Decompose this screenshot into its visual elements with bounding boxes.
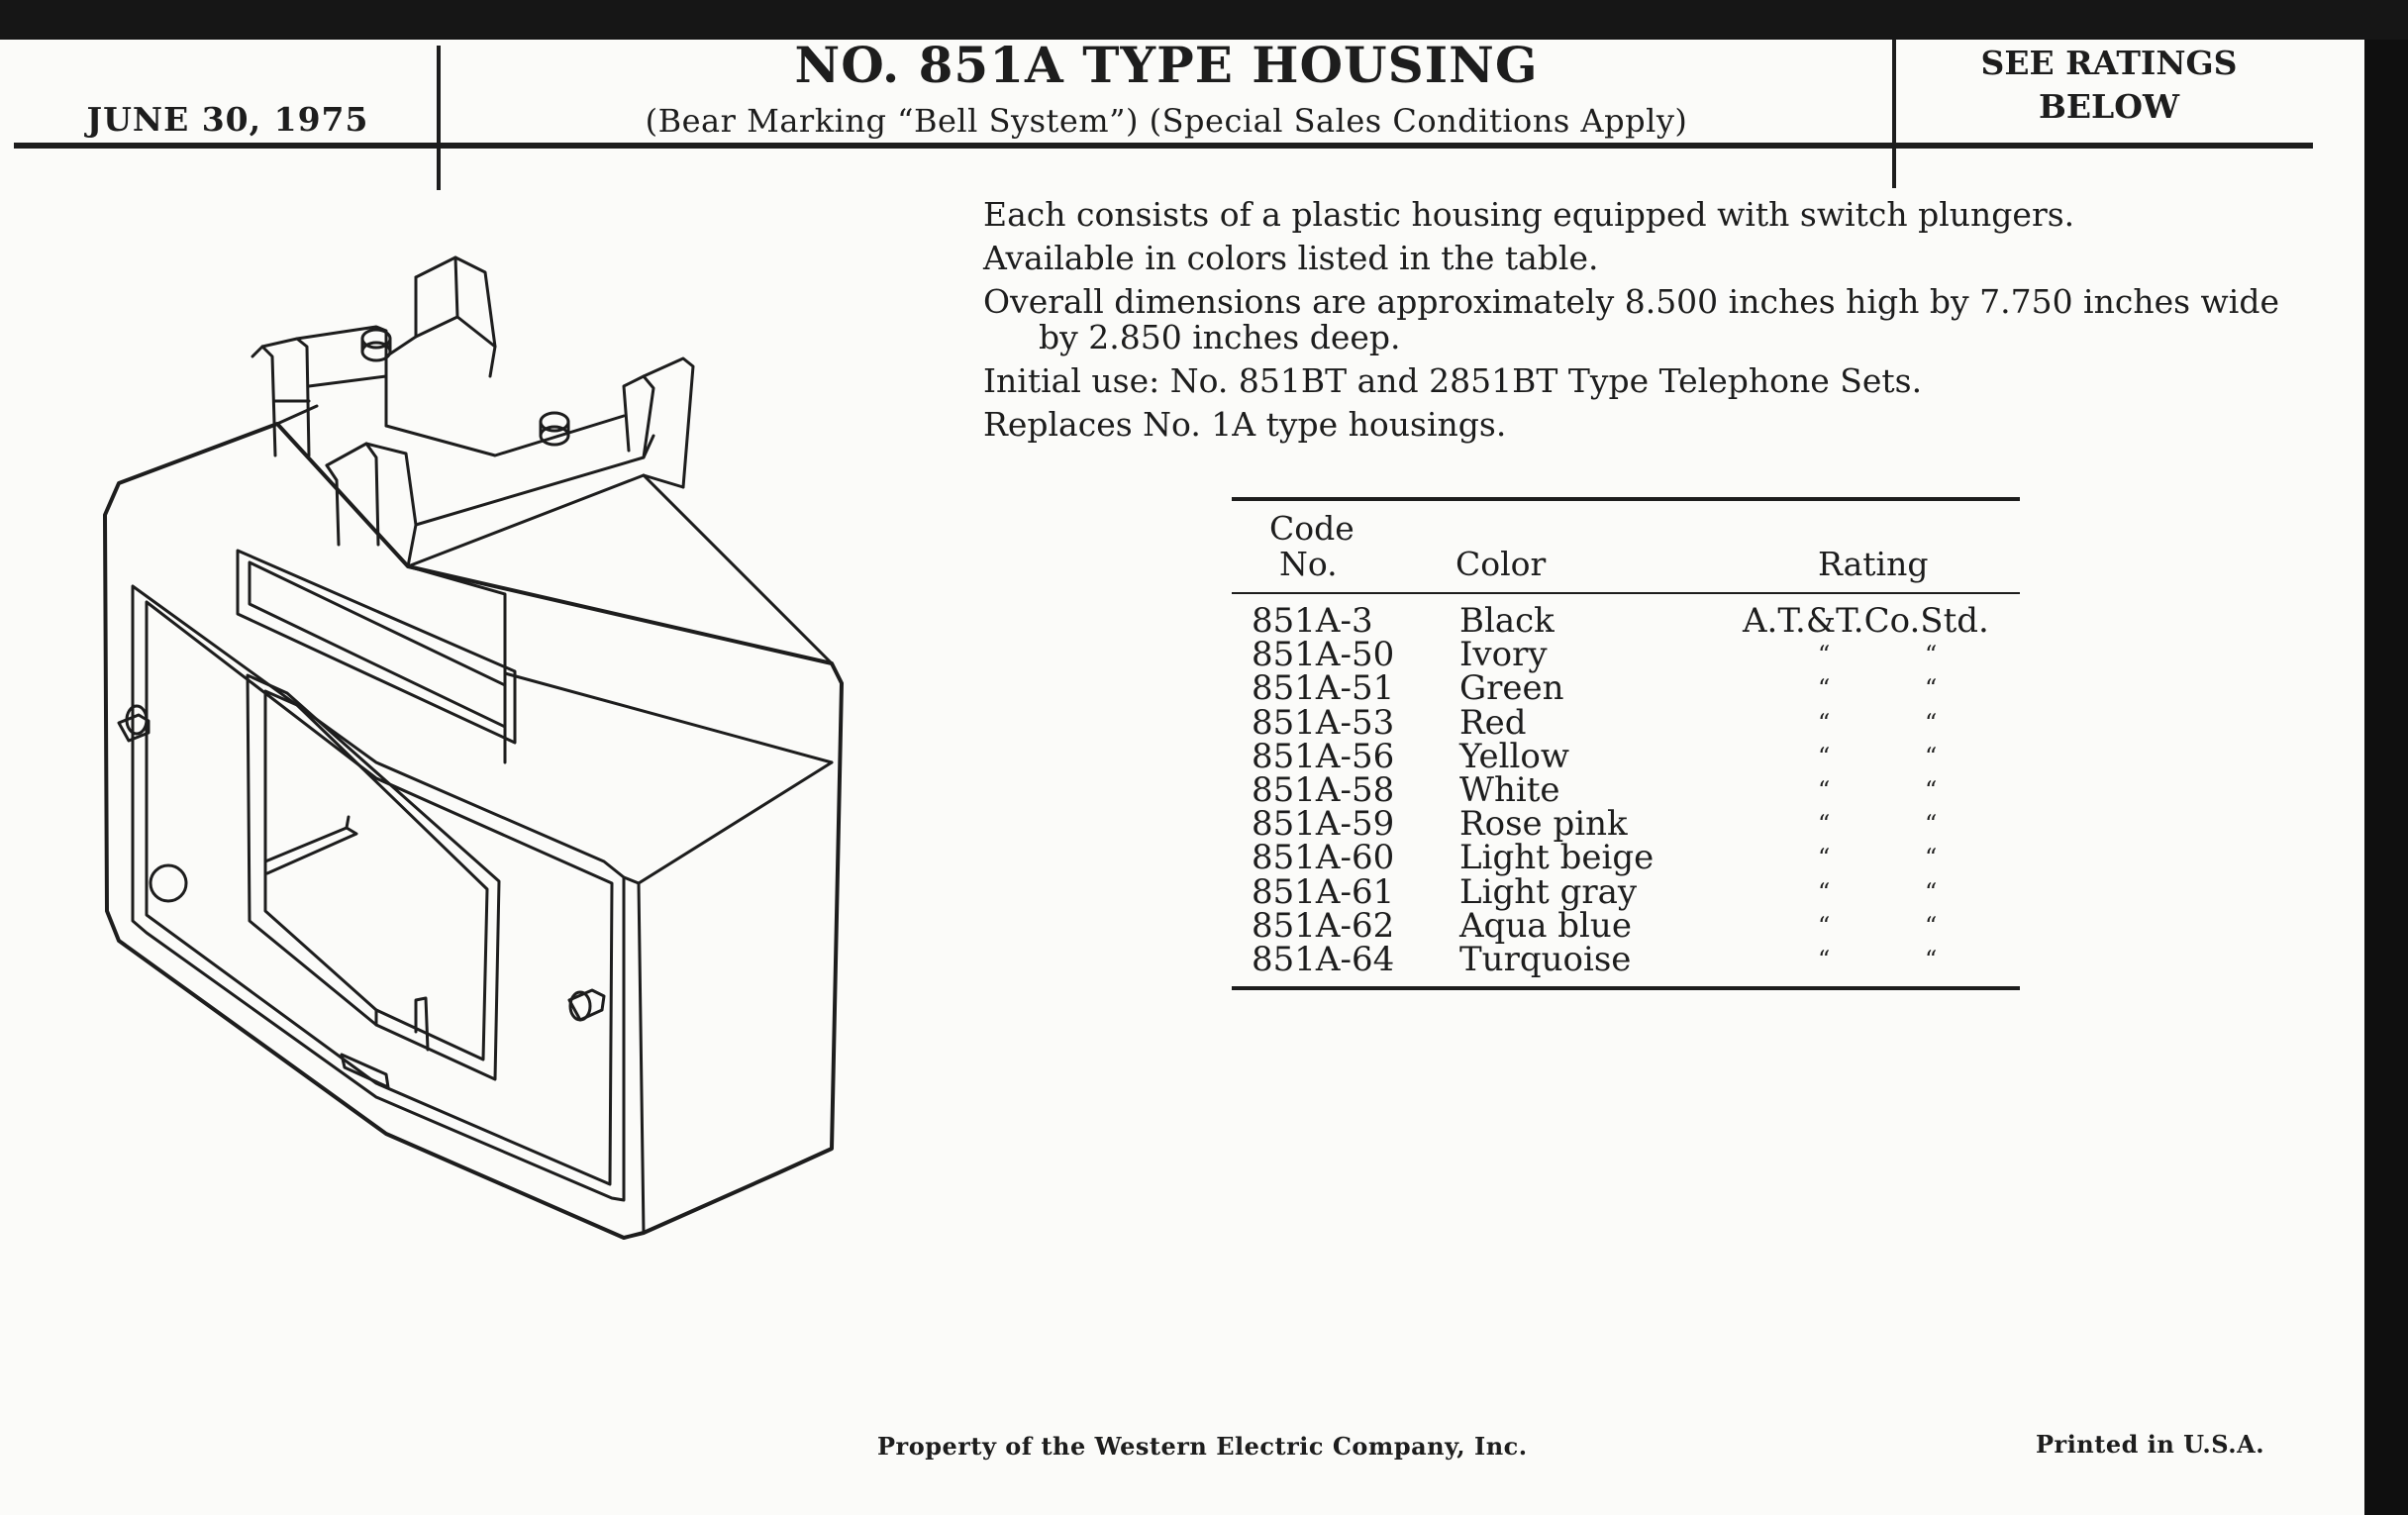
rating-ditto-mark: “ [1818, 946, 1831, 973]
code-cell: 851A-62 [1252, 905, 1395, 946]
color-cell: Green [1459, 668, 1564, 709]
table-row [1232, 871, 2020, 912]
rating-ditto-mark: “ [1818, 810, 1831, 839]
rating-ditto-mark: “ [1925, 810, 1938, 839]
header-code-line1: Code [1269, 509, 1354, 548]
color-cell: Black [1459, 601, 1555, 641]
rating-ditto-mark: “ [1925, 708, 1938, 737]
color-cell: Rose pink [1459, 804, 1628, 845]
color-cell: White [1459, 770, 1560, 810]
scan-edge [2364, 40, 2408, 1515]
description-line: Initial use: No. 851BT and 2851BT Type Telephone Sets. [983, 361, 1923, 400]
rating-ditto-mark: “ [1925, 674, 1938, 703]
description-line: Replaces No. 1A type housings. [983, 405, 1507, 444]
table-top-rule [1232, 497, 2020, 501]
code-cell: 851A-60 [1252, 838, 1395, 878]
header-rule [14, 143, 2313, 149]
color-cell: Turquoise [1459, 940, 1632, 979]
rating-ditto-mark: “ [1925, 911, 1938, 940]
rating-ditto-mark: “ [1818, 911, 1831, 940]
rating-ditto-mark: “ [1818, 742, 1831, 770]
color-cell: Yellow [1459, 736, 1569, 776]
rating-ditto-mark: “ [1818, 844, 1831, 872]
rating-ditto-mark: “ [1925, 877, 1938, 906]
table-row [1232, 702, 2020, 743]
code-cell: 851A-50 [1252, 635, 1395, 675]
table-row [1232, 601, 2020, 641]
rating-cell: A.T.&T.Co.Std. [1743, 601, 1989, 641]
rating-ditto-mark: “ [1818, 877, 1831, 906]
header-color: Color [1455, 545, 1547, 583]
table-row [1232, 804, 2020, 845]
table-header-rule [1232, 592, 2020, 594]
code-cell: 851A-3 [1252, 601, 1373, 641]
table-row [1232, 770, 2020, 810]
description-line: Overall dimensions are approximately 8.500 inches high by 7.750 inches wide [983, 282, 2280, 321]
header-code-line2: No. [1279, 545, 1338, 583]
table-row [1232, 905, 2020, 946]
description-line: Available in colors listed in the table. [983, 239, 1599, 277]
description-line: Each consists of a plastic housing equipped with switch plungers. [983, 195, 2075, 234]
color-cell: Aqua blue [1459, 905, 1632, 946]
footer-printed: Printed in U.S.A. [2036, 1430, 2265, 1459]
issue-date: JUNE 30, 1975 [86, 99, 369, 139]
color-cell: Red [1459, 702, 1527, 743]
description-line: by 2.850 inches deep. [1039, 318, 1401, 356]
header-divider-left [437, 46, 441, 190]
rating-ditto-mark: “ [1925, 946, 1938, 973]
code-cell: 851A-56 [1252, 736, 1395, 776]
description [983, 194, 2300, 448]
code-cell: 851A-51 [1252, 668, 1395, 709]
code-cell: 851A-59 [1252, 804, 1395, 845]
code-cell: 851A-64 [1252, 940, 1395, 979]
ratings-note-line2: BELOW [2038, 87, 2180, 126]
table-row [1232, 736, 2020, 776]
rating-ditto-mark: “ [1925, 742, 1938, 770]
rating-ditto-mark: “ [1818, 776, 1831, 804]
housing-illustration [89, 228, 861, 1248]
ratings-note-line1: SEE RATINGS [1980, 44, 2238, 82]
rating-ditto-mark: “ [1818, 708, 1831, 737]
color-cell: Ivory [1459, 635, 1548, 675]
header-divider-right [1892, 40, 1896, 188]
rating-ditto-mark: “ [1925, 776, 1938, 804]
color-cell: Light beige [1459, 838, 1655, 878]
code-cell: 851A-53 [1252, 702, 1395, 743]
table-row [1232, 635, 2020, 675]
page-title: NO. 851A TYPE HOUSING [794, 36, 1539, 94]
header-rating: Rating [1818, 545, 1929, 583]
ratings-note [1901, 22, 2317, 141]
rating-ditto-mark: “ [1925, 641, 1938, 669]
rating-ditto-mark: “ [1925, 844, 1938, 872]
color-cell: Light gray [1459, 871, 1638, 912]
code-cell: 851A-58 [1252, 770, 1395, 810]
page-subtitle: (Bear Marking “Bell System”) (Special Sales Conditions Apply) [645, 102, 1688, 140]
code-cell: 851A-61 [1252, 871, 1395, 912]
footer-property: Property of the Western Electric Company, Inc. [877, 1432, 1528, 1461]
rating-ditto-mark: “ [1818, 674, 1831, 703]
table-row [1232, 940, 2020, 979]
table-bottom-rule [1232, 986, 2020, 990]
table-row [1232, 668, 2020, 709]
rating-ditto-mark: “ [1818, 641, 1831, 669]
table-row [1232, 838, 2020, 878]
header-title-block [444, 20, 1889, 149]
